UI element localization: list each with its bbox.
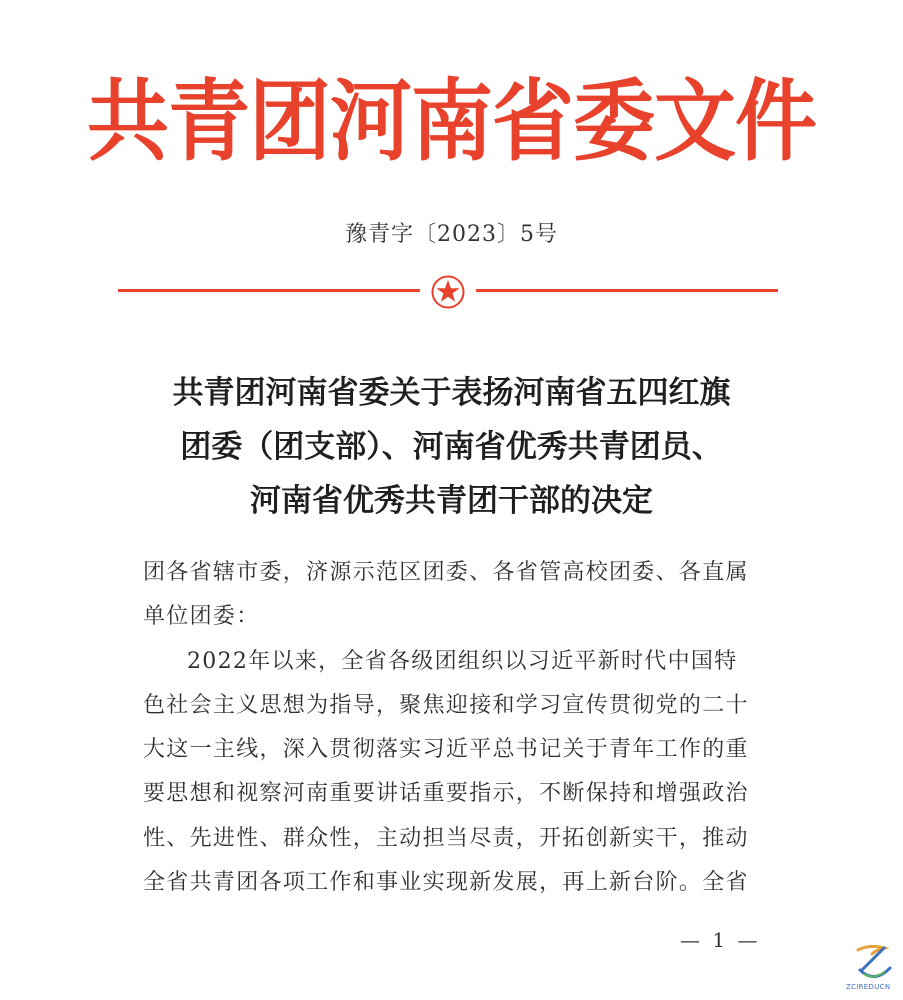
title-line: 河南省优秀共青团干部的决定 <box>250 483 653 519</box>
masthead-divider <box>118 277 778 305</box>
body-line: 2022年以来，全省各级团组织以习近平新时代中国特 <box>187 648 738 674</box>
body-line: 色社会主义思想为指导，聚焦迎接和学习宣传贯彻党的二十 <box>143 692 749 718</box>
document-body <box>143 551 783 905</box>
addressee-line: 单位团委： <box>143 604 260 630</box>
divider-line-right <box>476 289 778 292</box>
star-emblem-icon <box>431 275 465 309</box>
addressee-line: 团各省辖市委，济源示范区团委、各省管高校团委、各直属 <box>143 560 749 585</box>
watermark-text: ZCIREDUCN <box>846 983 891 991</box>
title-line: 团委（团支部）、河南省优秀共青团员、 <box>180 429 723 465</box>
body-line: 全省共青团各项工作和事业实现新发展，再上新台阶。全省 <box>143 870 749 896</box>
title-line: 共青团河南省委关于表扬河南省五四红旗 <box>172 375 731 411</box>
document-masthead: 共青团河南省委文件 <box>86 70 816 174</box>
document-title <box>0 366 903 528</box>
page-number: — 1 — <box>680 928 761 952</box>
document-number: 豫青字〔2023〕5号 <box>345 222 558 247</box>
body-line: 要思想和视察河南重要讲话重要指示，不断保持和增强政治 <box>143 781 749 807</box>
divider-line-left <box>118 289 420 292</box>
body-line: 性、先进性、群众性，主动担当尽责，开拓创新实干，推动 <box>143 825 749 851</box>
body-line: 大这一主线，深入贯彻落实习近平总书记关于青年工作的重 <box>143 737 749 763</box>
